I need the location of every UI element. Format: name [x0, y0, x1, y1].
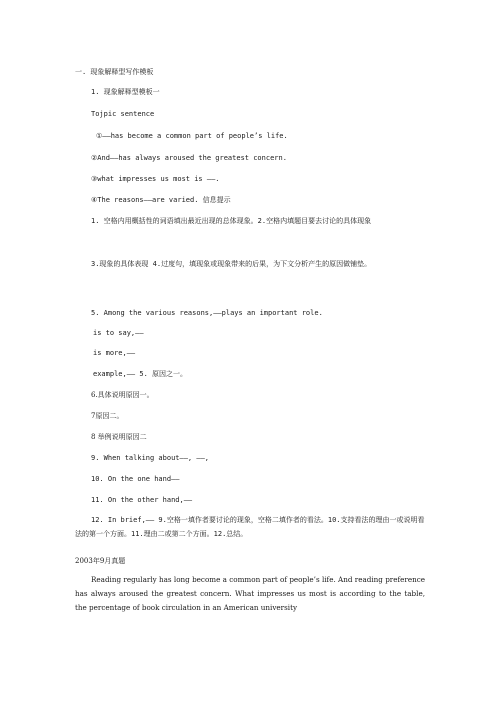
item-12-paragraph: 12. In brief,—— 9.空格一填作者要讨论的现象，空格二填作者的看法。10.支持看法的理由一或说明看法的第一个方面。11.理由二或第二个方面。12.总结。 — [75, 516, 425, 538]
template-line-2: ②And——has always aroused the greatest concern. — [91, 154, 287, 162]
template-line-1: ①——has become a common part of people’s life. — [96, 132, 288, 140]
item-10: 10. On the one hand—— — [91, 475, 180, 483]
item-11: 11. On the other hand,—— — [91, 496, 193, 504]
exam-paragraph: Reading regularly has long become a common part of people’s life. And reading preference has always aroused the greatest concern. What impresses us most is according to the table, the percentage of book circulation in an American university — [75, 575, 425, 612]
item-9: 9. When talking about——, ——, — [91, 454, 210, 462]
heading-section-1: 一. 现象解释型写作模板 — [75, 68, 154, 76]
exam-title: 2003年9月真题 — [75, 557, 126, 565]
info-paragraph-1: 1. 空格内用概括性的词语填出最近出现的总体现象。2.空格内填题目要去讨论的具体现象 — [91, 217, 372, 225]
item-8: 8 举例说明原因二 — [91, 433, 147, 441]
topic-sentence-label: Tojpic sentence — [91, 110, 155, 118]
info-paragraph-2: 3.现象的具体表现 4.过度句，填现象或现象带来的后果，为下文分析产生的原因做铺垫。 — [91, 260, 372, 268]
template-line-3: ③what impresses us most is ——. — [91, 175, 220, 183]
template-line-4: ④The reasons——are varied. 信息提示 — [91, 196, 231, 204]
item-5-that: is to say,—— — [93, 329, 144, 337]
item-7: 7原因二。 — [91, 412, 124, 420]
item-5-example: example,—— 5. 原因之一。 — [93, 370, 188, 378]
item-5: 5. Among the various reasons,——plays an important role. — [91, 309, 323, 317]
item-6: 6.具体说明原因一。 — [91, 391, 154, 399]
item-5-what: is more,—— — [93, 349, 136, 357]
heading-template-1: 1. 现象解释型模板一 — [91, 88, 160, 96]
